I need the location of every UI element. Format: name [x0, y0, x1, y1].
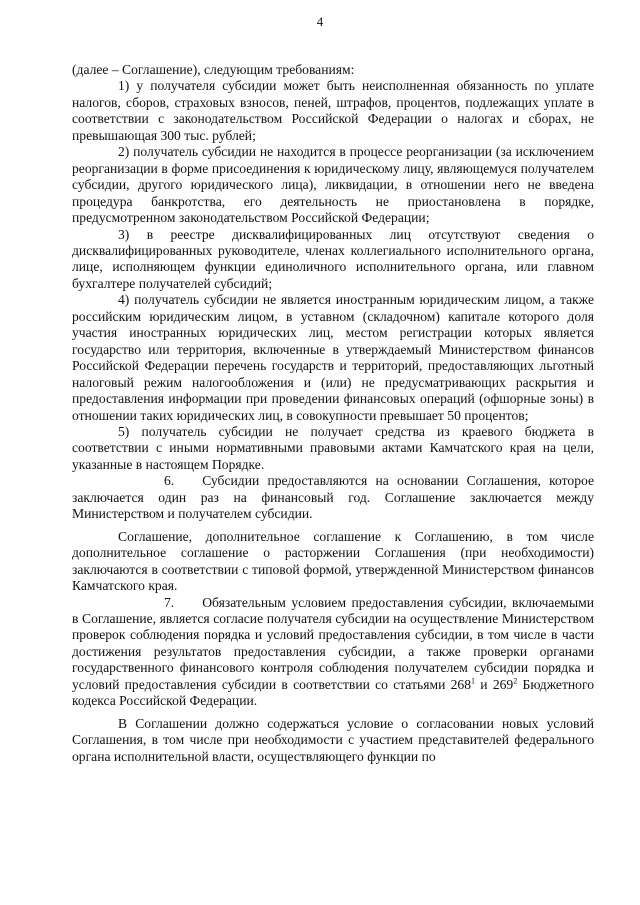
- paragraph-item-1: 1) у получателя субсидии может быть неисполненная обязанность по уплате налогов, сборов, страховых взносов, пеней, штрафов, процентов, подлежащих уплате в соответствии с законодательством Российской Федерации о налогах и сборах, не превышающая 300 тыс. рублей;: [72, 78, 594, 143]
- document-body: [72, 62, 594, 765]
- clause-number: 6.: [164, 473, 175, 489]
- superscript: 1: [471, 676, 476, 686]
- paragraph-agreement-form: Соглашение, дополнительное соглашение к Соглашению, в том числе дополнительное соглашение о расторжении Соглашения (при необходимости) заключаются в соответствии с типовой формой, утвержденной Министерством финансов Камчатского края.: [72, 528, 594, 594]
- clause-text: Обязательным условием предоставления субсидии, включаемыми в Соглашение, является согласие получателя субсидии на осуществление Министерством проверок соблюдения порядка и условий предоставления субсидии, в том числе в части достижения результатов предоставления субсидии, а также проверки органами государственного финансового контроля соблюдения получателем субсидии порядка и условий предоставления субсидии в соответствии со статьями 268: [72, 594, 594, 692]
- clause-text: Субсидии предоставляются на основании Соглашения, которое заключается один раз на финансовый год. Соглашение заключается между Министерством и получателем субсидии.: [72, 473, 594, 522]
- paragraph-clause-7: [72, 595, 594, 710]
- paragraph-item-4: 4) получатель субсидии не является иностранным юридическим лицом, а также российским юридическим лицом, в уставном (складочном) капитале которого доля участия иностранных юридических лиц, местом регистрации которых является государство или территория, включенные в утверждаемый Министерством финансов Российской Федерации перечень государств и территорий, предоставляющих льготный налоговый режим налогообложения и (или) не предусматривающих раскрытия и предоставления информации при проведении финансовых операций (офшорные зоны) в отношении таких юридических лиц, в совокупности превышает 50 процентов;: [72, 292, 594, 423]
- paragraph-item-2: 2) получатель субсидии не находится в процессе реорганизации (за исключением реорганизации в форме присоединения к юридическому лицу, являющемуся получателем субсидии, другого юридического лица), ликвидации, в отношении него не введена процедура банкротства, его деятельность не приостановлена в порядке, предусмотренном законодательством Российской Федерации;: [72, 144, 594, 226]
- paragraph-item-3: 3) в реестре дисквалифицированных лиц отсутствуют сведения о дисквалифицированных руководителе, членах коллегиального исполнительного органа, лице, исполняющем функции единоличного исполнительного органа, или главном бухгалтере получателей субсидий;: [72, 226, 594, 291]
- paragraph-new-conditions: В Соглашении должно содержаться условие о согласовании новых условий Соглашения, в том числе при необходимости с участием представителей федерального органа исполнительной власти, осуществляющего функции по: [72, 715, 594, 764]
- paragraph-intro: (далее – Соглашение), следующим требованиям:: [72, 62, 355, 77]
- clause-number: 7.: [164, 594, 175, 610]
- paragraph-item-5: 5) получатель субсидии не получает средства из краевого бюджета в соответствии с иными нормативными правовыми актами Камчатского края на цели, указанные в настоящем Порядке.: [72, 423, 594, 472]
- superscript: 2: [513, 676, 518, 686]
- paragraph-clause-6: [72, 473, 594, 522]
- clause-text: и 269: [475, 676, 514, 692]
- page-number: 4: [316, 14, 324, 29]
- clause-text: Бюджетного кодекса Российской Федерации.: [72, 676, 594, 709]
